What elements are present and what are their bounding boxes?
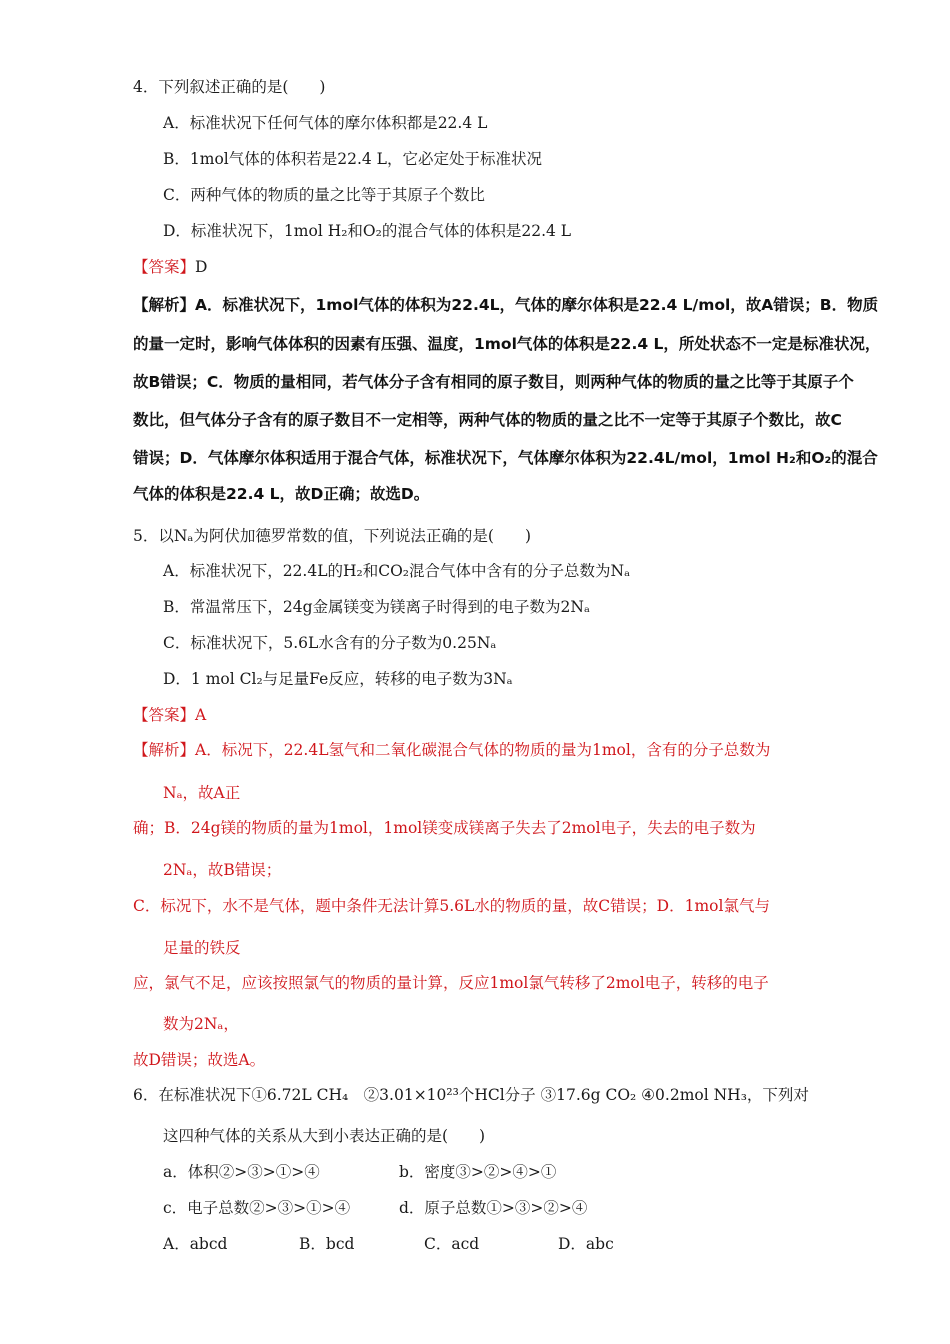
q6-sub-option-b: b．密度③>②>④>①: [399, 1163, 557, 1181]
q4-answer-value: D: [195, 258, 208, 276]
q6-sub-option-c: c．电子总数②>③>①>④: [163, 1199, 351, 1217]
q5-option-d: D．1 mol Cl₂与足量Fe反应，转移的电子数为3Nₐ: [163, 670, 513, 688]
q6-stem-line-2: 这四种气体的关系从大到小表达正确的是( ): [163, 1127, 486, 1145]
q6-choice-b: B．bcd: [299, 1235, 355, 1253]
q4-option-c: C．两种气体的物质的量之比等于其原子个数比: [163, 186, 485, 204]
q5-answer: [133, 704, 206, 726]
q5-analysis-line-1: 【解析】A．标况下，22.4L氢气和二氧化碳混合气体的物质的量为1mol，含有的分子总数为: [133, 741, 771, 759]
answer-tag: 【答案】: [133, 706, 196, 724]
q4-option-b: B．1mol气体的体积若是22.4 L，它必定处于标准状况: [163, 150, 542, 168]
q5-analysis-line-6: 足量的铁反: [163, 939, 241, 957]
answer-tag: 【答案】: [133, 258, 196, 276]
q4-analysis-line-3: 故B错误；C．物质的量相同，若气体分子含有相同的原子数目，则两种气体的物质的量之比等于其原子个: [133, 373, 854, 391]
q5-stem: 5．以Nₐ为阿伏加德罗常数的值，下列说法正确的是( ): [133, 527, 531, 545]
q5-answer-value: A: [195, 706, 207, 724]
q4-stem: 4．下列叙述正确的是( ): [133, 78, 326, 96]
q5-analysis-line-2: Nₐ，故A正: [163, 784, 241, 802]
q5-option-a: A．标准状况下，22.4L的H₂和CO₂混合气体中含有的分子总数为Nₐ: [163, 562, 631, 580]
q5-analysis-line-4: 2Nₐ，故B错误；: [163, 861, 282, 879]
q4-analysis-line-4: 数比，但气体分子含有的原子数目不一定相等，两种气体的物质的量之比不一定等于其原子个数比，故C: [133, 411, 842, 429]
q6-choice-a: A．abcd: [163, 1235, 228, 1253]
q4-analysis-line-1: 【解析】A．标准状况下，1mol气体的体积为22.4L，气体的摩尔体积是22.4 L/mol，故A错误；B．物质: [133, 296, 879, 314]
q4-analysis-line-5: 错误；D．气体摩尔体积适用于混合气体，标准状况下，气体摩尔体积为22.4L/mol，1mol H₂和O₂的混合: [133, 449, 878, 467]
q4-option-d: D．标准状况下，1mol H₂和O₂的混合气体的体积是22.4 L: [163, 222, 572, 240]
q5-option-c: C．标准状况下，5.6L水含有的分子数为0.25Nₐ: [163, 634, 497, 652]
q5-analysis-line-3: 确；B．24g镁的物质的量为1mol，1mol镁变成镁离子失去了2mol电子，失去的电子数为: [133, 819, 756, 837]
q4-analysis-line-6: 气体的体积是22.4 L，故D正确；故选D。: [133, 485, 430, 503]
q6-sub-option-a: a．体积②>③>①>④: [163, 1163, 320, 1181]
q5-option-b: B．常温常压下，24g金属镁变为镁离子时得到的电子数为2Nₐ: [163, 598, 590, 616]
q5-analysis-line-5: C．标况下，水不是气体，题中条件无法计算5.6L水的物质的量，故C错误；D．1mol氯气与: [133, 897, 770, 915]
q6-choice-c: C．acd: [424, 1235, 480, 1253]
q6-choice-d: D．abc: [558, 1235, 614, 1253]
q5-analysis-line-8: 数为2Nₐ，: [163, 1015, 239, 1033]
q4-analysis-line-2: 的量一定时，影响气体体积的因素有压强、温度，1mol气体的体积是22.4 L，所处状态不一定是标准状况，: [133, 335, 881, 353]
q5-analysis-line-9: 故D错误；故选A。: [133, 1051, 266, 1069]
q4-answer: [133, 256, 207, 278]
q6-stem-line-1: 6．在标准状况下①6.72L CH₄ ②3.01×10²³个HCl分子 ③17.6g CO₂ ④0.2mol NH₃，下列对: [133, 1086, 809, 1104]
q5-analysis-line-7: 应，氯气不足，应该按照氯气的物质的量计算，反应1mol氯气转移了2mol电子，转移的电子: [133, 974, 769, 992]
q6-sub-option-d: d．原子总数①>③>②>④: [399, 1199, 588, 1217]
q4-option-a: A．标准状况下任何气体的摩尔体积都是22.4 L: [163, 114, 488, 132]
